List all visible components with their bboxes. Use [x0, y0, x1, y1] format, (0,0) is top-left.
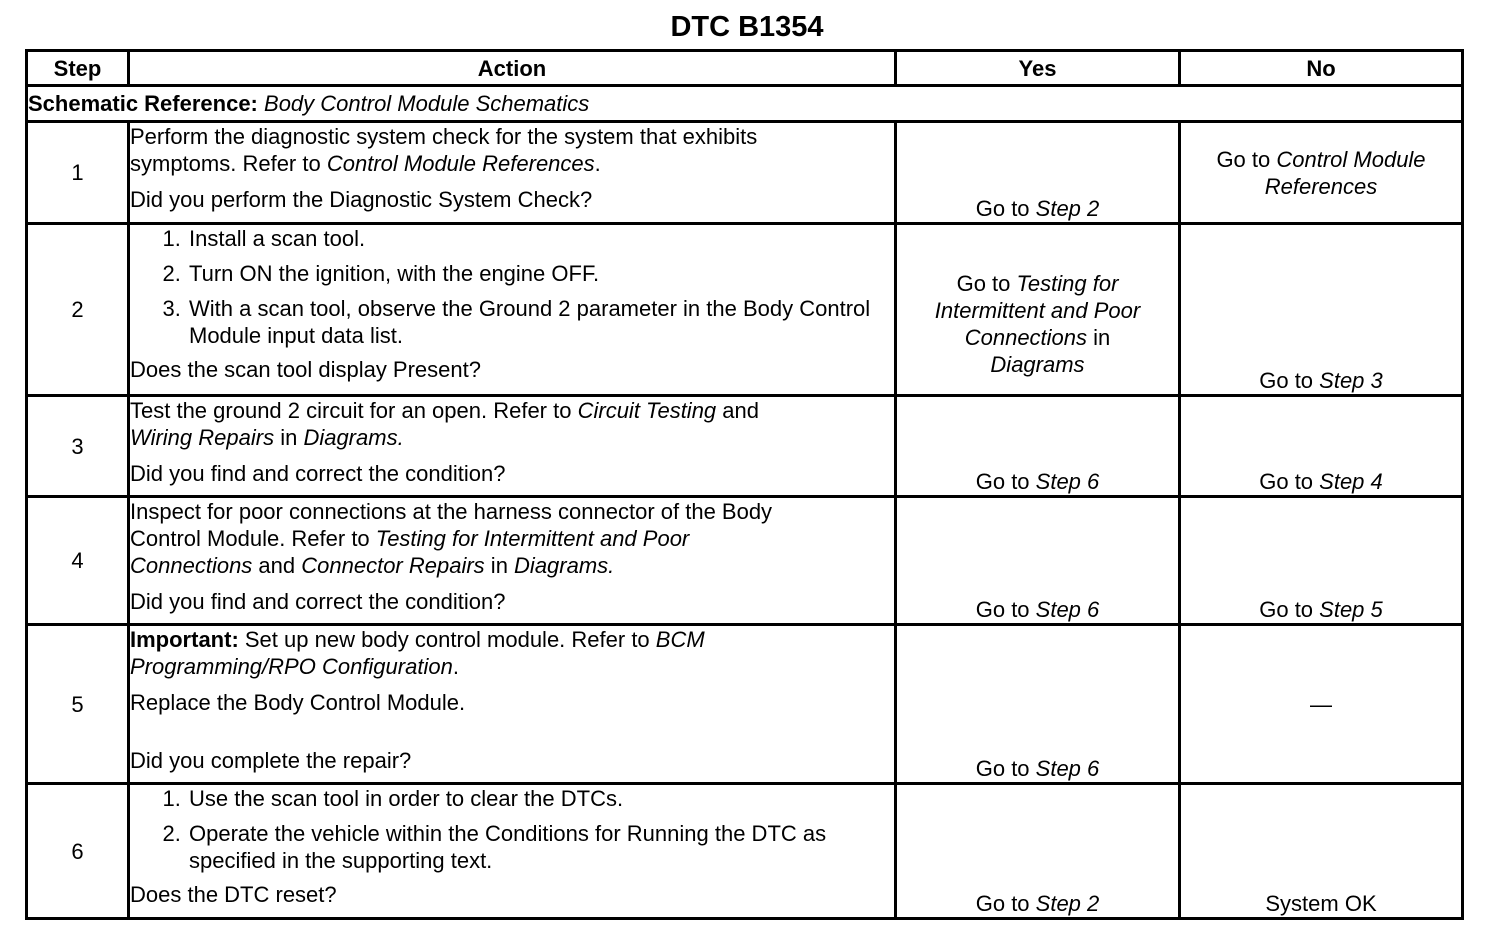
ref-link[interactable]: Diagrams: [990, 351, 1085, 377]
yes-cell: Go to Step 6: [896, 497, 1180, 625]
ref-link[interactable]: Connections: [964, 324, 1088, 350]
yes-cell: Go to Testing for Intermittent and Poor Connections in Diagrams: [896, 224, 1180, 396]
action-list: [130, 785, 894, 874]
question-text: Does the DTC reset?: [130, 882, 337, 907]
ref-link[interactable]: Control Module: [1276, 146, 1426, 172]
ref-link[interactable]: Connections: [130, 553, 253, 578]
step-number: 2: [27, 224, 129, 396]
question-text: Did you find and correct the condition?: [130, 589, 506, 614]
ref-link[interactable]: Wiring Repairs: [130, 425, 275, 450]
no-cell: Go to Step 5: [1180, 497, 1463, 625]
table-row: [27, 122, 1463, 224]
step-number: 3: [27, 396, 129, 497]
schematic-label: Schematic Reference:: [28, 91, 258, 116]
no-cell: Go to Step 3: [1180, 224, 1463, 396]
ref-link[interactable]: Diagrams.: [303, 425, 404, 450]
no-cell: Go to Control Module References: [1180, 122, 1463, 224]
ref-link[interactable]: Diagrams.: [514, 553, 615, 578]
action-cell: [129, 784, 896, 919]
action-text: Replace the Body Control Module.: [130, 690, 466, 715]
action-cell: [129, 396, 896, 497]
step-link[interactable]: Step 6: [1035, 756, 1100, 781]
ref-link[interactable]: Programming/RPO Configuration: [130, 654, 453, 679]
step-link[interactable]: Step 2: [1035, 891, 1100, 916]
question-text: Does the scan tool display Present?: [130, 357, 481, 382]
header-yes: Yes: [896, 51, 1180, 86]
table-row: [27, 784, 1463, 919]
table-row: [27, 625, 1463, 784]
schematic-link[interactable]: Body Control Module Schematics: [264, 91, 590, 116]
list-item: 1. Use the scan tool in order to clear the DTCs.: [187, 785, 894, 812]
step-number: 4: [27, 497, 129, 625]
header-no: No: [1180, 51, 1463, 86]
step-link[interactable]: Step 6: [1035, 469, 1100, 494]
action-cell: [129, 122, 896, 224]
action-cell: [129, 497, 896, 625]
step-link[interactable]: Step 5: [1319, 597, 1383, 622]
no-cell: System OK: [1180, 784, 1463, 919]
header-step: Step: [27, 51, 129, 86]
action-text: Perform the diagnostic system check for the system that exhibits symptoms. Refer to Control Module References.: [130, 124, 758, 176]
ref-link[interactable]: Control Module References: [326, 151, 595, 176]
yes-cell: Go to Step 6: [896, 625, 1180, 784]
question-text: Did you perform the Diagnostic System Check?: [130, 187, 593, 212]
action-text: Important: Set up new body control module. Refer to BCM Programming/RPO Configuration.: [130, 627, 705, 679]
ref-link[interactable]: Testing for: [1016, 270, 1119, 296]
yes-cell: Go to Step 6: [896, 396, 1180, 497]
yes-cell: Go to Step 2: [896, 784, 1180, 919]
page-title: DTC B1354: [670, 11, 824, 43]
ref-link[interactable]: BCM: [655, 627, 705, 652]
schematic-row: [27, 86, 1463, 122]
ref-link[interactable]: References: [1264, 173, 1378, 199]
action-text: Test the ground 2 circuit for an open. Refer to Circuit Testing and Wiring Repairs in Diagrams.: [130, 398, 759, 450]
important-label: Important:: [130, 627, 239, 652]
ref-link[interactable]: Connector Repairs: [301, 553, 485, 578]
action-cell: [129, 224, 896, 396]
list-item: 1. Install a scan tool.: [187, 225, 894, 252]
list-item: 2. Operate the vehicle within the Conditions for Running the DTC as specified in the supporting text.: [187, 820, 894, 874]
yes-cell: Go to Step 2: [896, 122, 1180, 224]
step-link[interactable]: Step 6: [1035, 597, 1100, 622]
step-number: 1: [27, 122, 129, 224]
question-text: Did you find and correct the condition?: [130, 461, 506, 486]
table-row: [27, 224, 1463, 396]
header-row: [27, 51, 1463, 86]
header-action: Action: [129, 51, 896, 86]
table-row: [27, 396, 1463, 497]
step-link[interactable]: Step 2: [1035, 196, 1100, 221]
diagnostic-table: [25, 49, 1464, 920]
action-cell: [129, 625, 896, 784]
schematic-reference: [27, 86, 1463, 122]
action-text: Inspect for poor connections at the harness connector of the Body Control Module. Refer to Testing for Intermittent and Poor Connections and Connector Repairs in Diagrams.: [130, 499, 773, 578]
step-link[interactable]: Step 4: [1319, 469, 1383, 494]
action-list: [130, 225, 894, 349]
ref-link[interactable]: Intermittent and Poor: [934, 297, 1141, 323]
question-text: Did you complete the repair?: [130, 748, 412, 773]
ref-link[interactable]: Testing for Intermittent and Poor: [375, 526, 690, 551]
list-item: 2. Turn ON the ignition, with the engine OFF.: [187, 260, 894, 287]
table-row: [27, 497, 1463, 625]
step-link[interactable]: Step 3: [1319, 368, 1383, 393]
ref-link[interactable]: Circuit Testing: [577, 398, 717, 423]
no-cell: Go to Step 4: [1180, 396, 1463, 497]
step-number: 6: [27, 784, 129, 919]
no-cell: —: [1180, 625, 1463, 784]
list-item: 3. With a scan tool, observe the Ground 2 parameter in the Body Control Module input data list.: [187, 295, 894, 349]
step-number: 5: [27, 625, 129, 784]
